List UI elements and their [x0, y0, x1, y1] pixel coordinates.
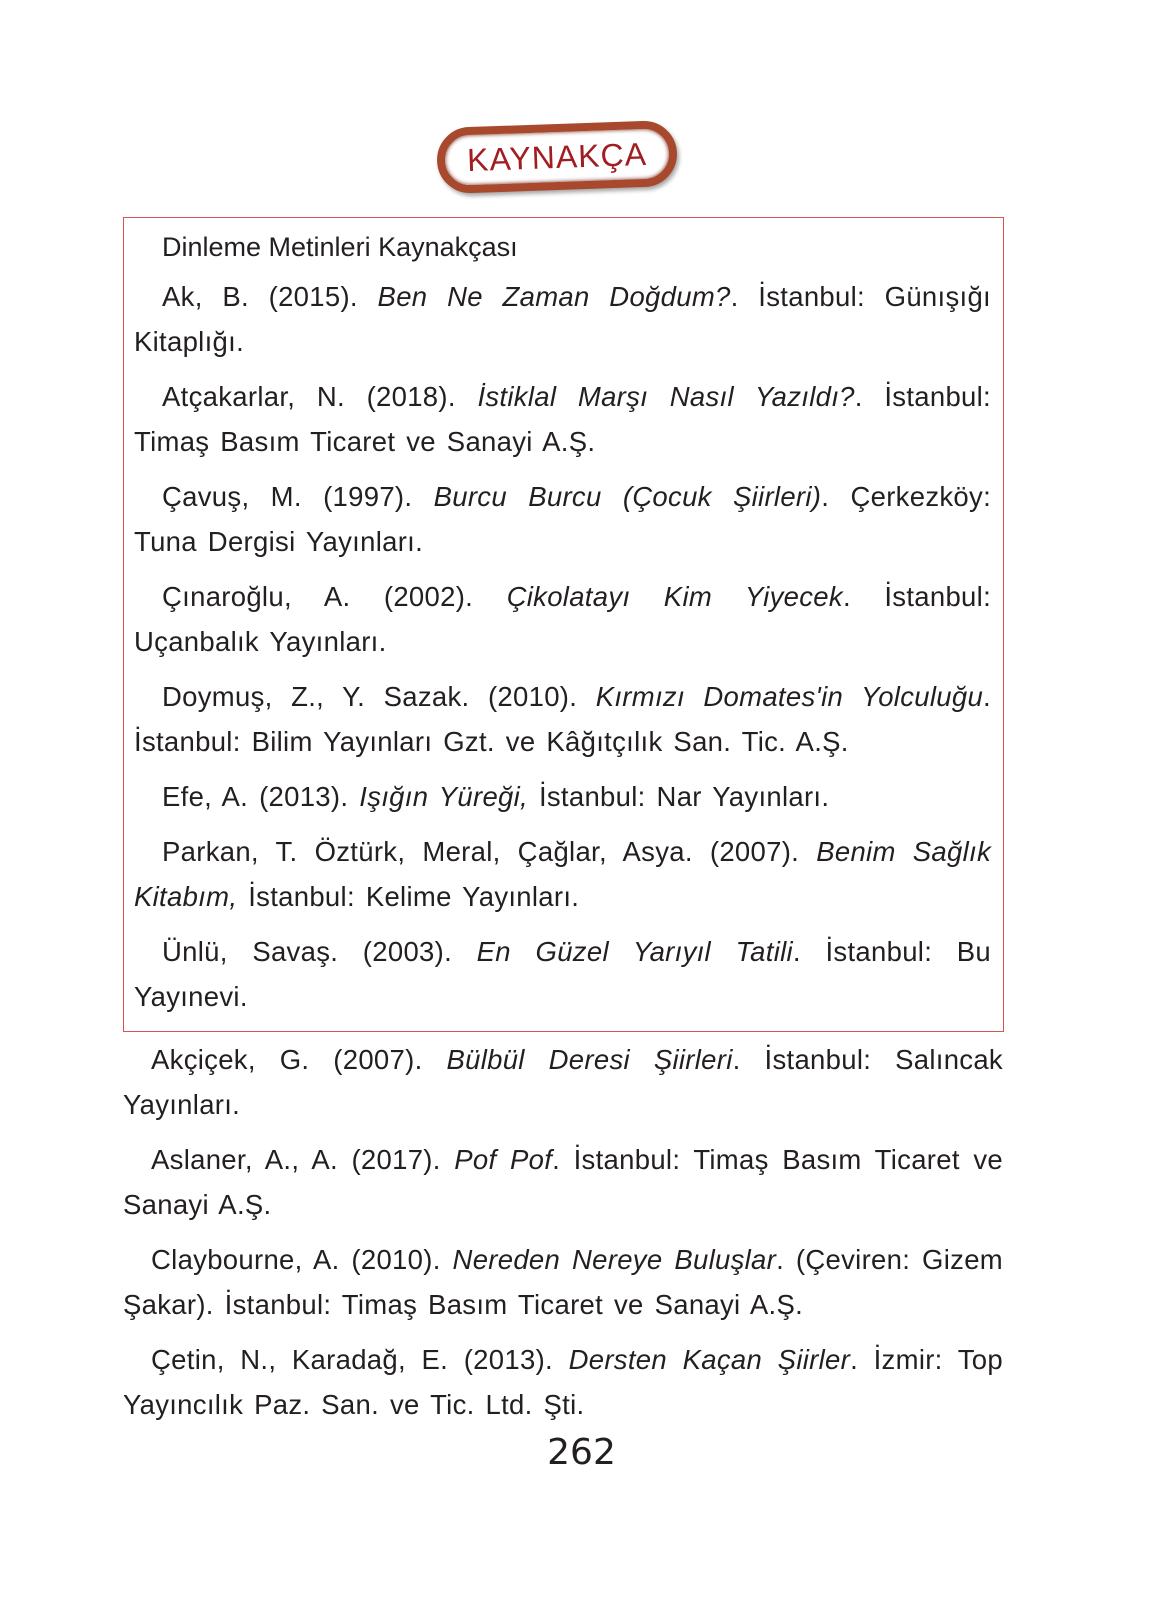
reference-entry [134, 574, 991, 664]
reference-publisher: İstanbul: Kelime Yayınları. [237, 881, 580, 912]
reference-author: Claybourne, A. (2010). [151, 1244, 453, 1275]
reference-entry [134, 474, 991, 564]
reference-title: Dersten Kaçan Şiirler [568, 1344, 851, 1375]
reference-author: Aslaner, A., A. (2017). [151, 1144, 455, 1175]
reference-publisher: . İstanbul: Bu Yayınevi. [134, 936, 991, 1012]
reference-title: Burcu Burcu (Çocuk Şiirleri) [433, 481, 822, 512]
reference-author: Doymuş, Z., Y. Sazak. (2010). [162, 681, 596, 712]
reference-title: İstiklal Marşı Nasıl Yazıldı? [477, 381, 855, 412]
listening-texts-box [123, 217, 1004, 1032]
reference-title: Nereden Nereye Buluşlar [452, 1244, 777, 1275]
reference-title: Işığın Yüreği, [359, 781, 528, 812]
reference-title: Ben Ne Zaman Doğdum? [377, 281, 731, 312]
reference-entry [123, 1337, 1003, 1427]
other-entries [123, 1037, 1003, 1437]
reference-author: Akçiçek, G. (2007). [151, 1044, 447, 1075]
reference-publisher: . İstanbul: Salıncak Yayınları. [123, 1044, 1003, 1120]
boxed-entries [134, 274, 991, 1019]
reference-title: Bülbül Deresi Şiirleri [446, 1044, 733, 1075]
reference-title: En Güzel Yarıyıl Tatili [476, 936, 793, 967]
reference-title: Pof Pof [454, 1144, 553, 1175]
reference-author: Parkan, T. Öztürk, Meral, Çağlar, Asya. (2007). [162, 836, 817, 867]
reference-entry [134, 274, 991, 364]
reference-author: Efe, A. (2013). [162, 781, 360, 812]
reference-title: Benim Sağlık Kitabım, [134, 836, 991, 912]
reference-publisher: . İstanbul: Timaş Basım Ticaret ve Sanayi A.Ş. [123, 1144, 1003, 1220]
reference-title: Kırmızı Domates'in Yolculuğu [595, 681, 984, 712]
reference-entry [134, 674, 991, 764]
reference-author: Ak, B. (2015). [162, 281, 378, 312]
reference-publisher: . İstanbul: Uçanbalık Yayınları. [134, 581, 992, 657]
reference-entry [134, 829, 991, 919]
reference-entry [134, 374, 991, 464]
reference-publisher: . İstanbul: Timaş Basım Ticaret ve Sanayi A.Ş. [134, 381, 991, 457]
reference-publisher: . İstanbul: Bilim Yayınları Gzt. ve Kâğıtçılık San. Tic. A.Ş. [134, 681, 991, 757]
reference-entry [123, 1237, 1003, 1327]
reference-entry [123, 1137, 1003, 1227]
reference-publisher: İstanbul: Nar Yayınları. [528, 781, 830, 812]
reference-publisher: . İstanbul: Günışığı Kitaplığı. [134, 281, 991, 357]
page-title: KAYNAKÇA [466, 135, 648, 178]
reference-entry [134, 774, 991, 819]
reference-author: Çavuş, M. (1997). [162, 481, 434, 512]
title-badge [436, 120, 678, 194]
reference-author: Atçakarlar, N. (2018). [162, 381, 478, 412]
reference-publisher: . Çerkezköy: Tuna Dergisi Yayınları. [134, 481, 992, 557]
reference-publisher: . İzmir: Top Yayıncılık Paz. San. ve Tic. Ltd. Şti. [123, 1344, 1003, 1420]
section-heading: Dinleme Metinleri Kaynakçası [162, 232, 518, 262]
reference-publisher: . (Çeviren: Gizem Şakar). İstanbul: Timaş Basım Ticaret ve Sanayi A.Ş. [123, 1244, 1004, 1320]
reference-author: Ünlü, Savaş. (2003). [162, 936, 477, 967]
reference-title: Çikolatayı Kim Yiyecek [506, 581, 843, 612]
reference-entry [123, 1037, 1003, 1127]
reference-entry [134, 929, 991, 1019]
reference-author: Çetin, N., Karadağ, E. (2013). [151, 1344, 569, 1375]
reference-author: Çınaroğlu, A. (2002). [162, 581, 507, 612]
page-number: 262 [547, 1432, 616, 1473]
